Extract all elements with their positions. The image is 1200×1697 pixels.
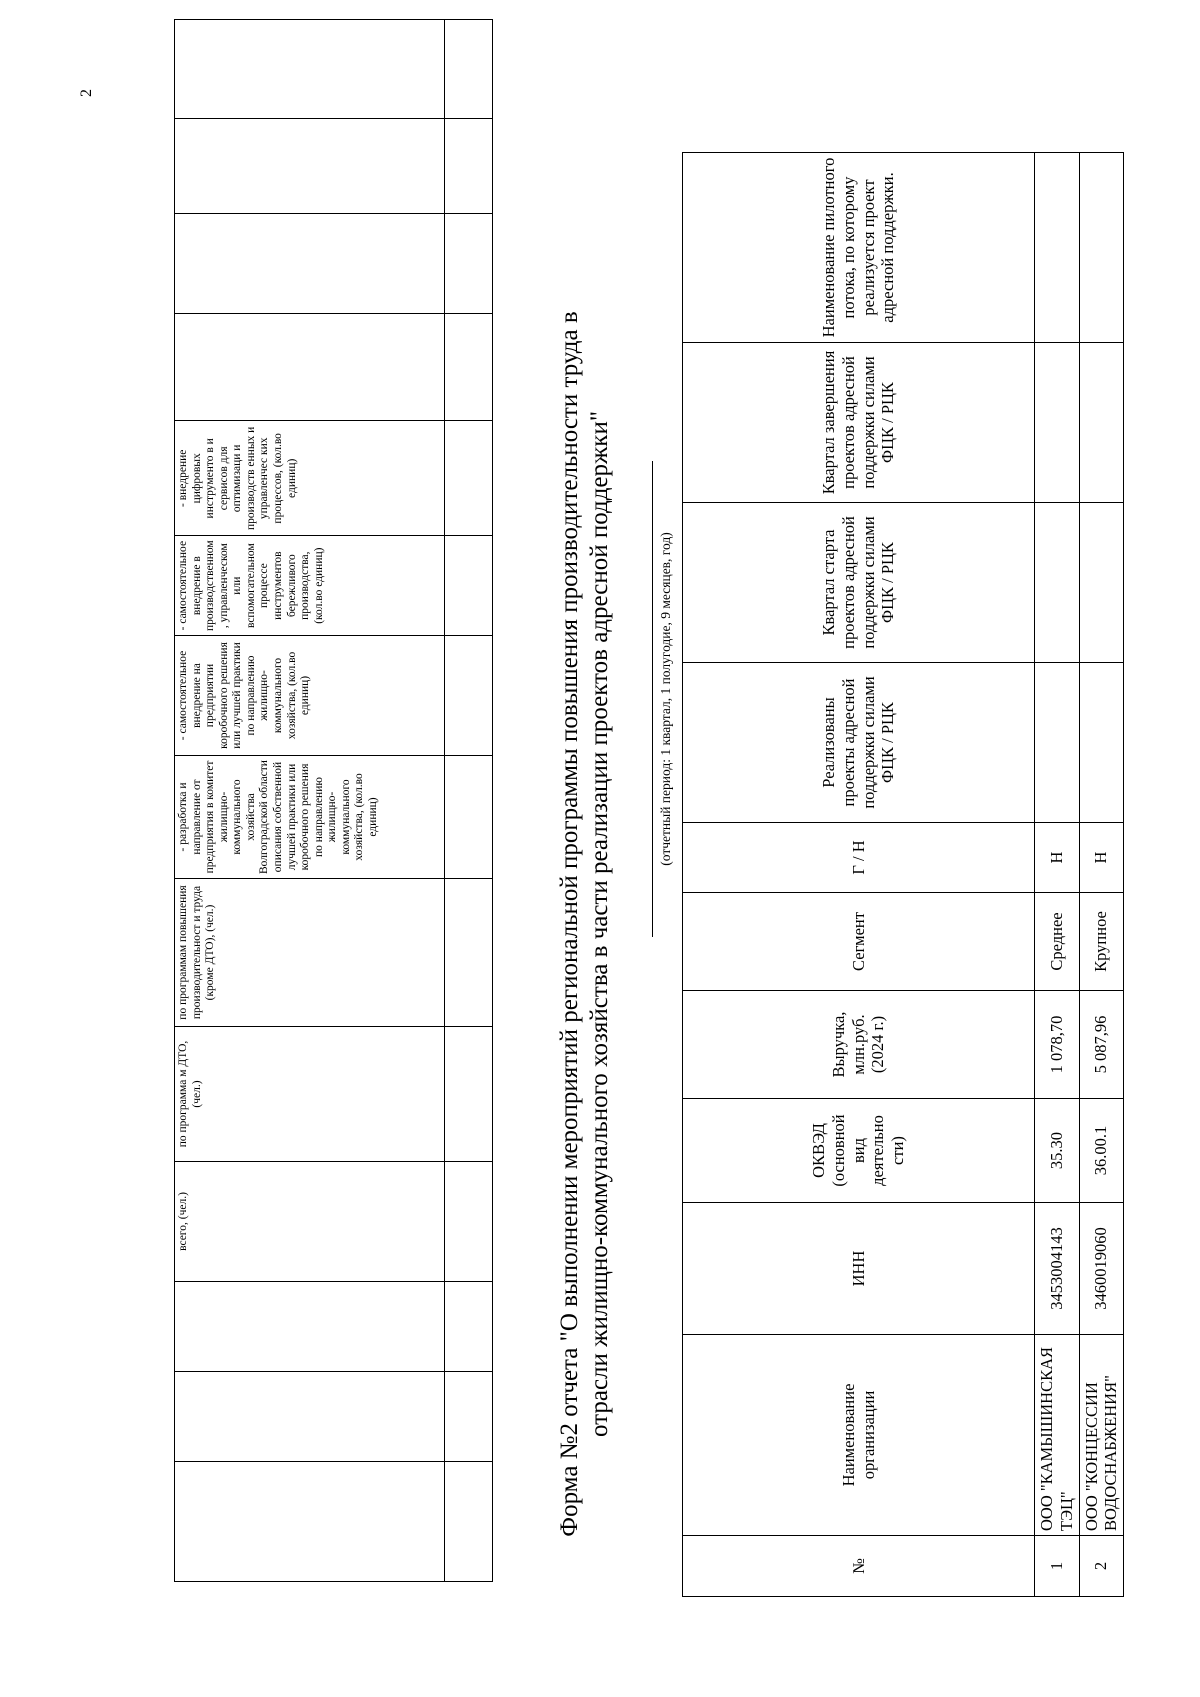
top-cell <box>175 1282 445 1372</box>
cell-start-quarter <box>1035 503 1080 663</box>
header-implemented: Реализованы проекты адресной поддержки силами ФЦК / РЦК <box>683 663 1035 823</box>
top-cell <box>445 536 493 636</box>
top-cell <box>445 119 493 214</box>
top-cell <box>445 1282 493 1372</box>
cell-inn: 3453004143 <box>1035 1203 1080 1335</box>
top-header-cell: всего, (чел.) <box>175 1162 445 1282</box>
header-pilot-stream: Наименование пилотного потока, по которому реализуется проект адресной поддержки. <box>683 153 1035 343</box>
top-cell <box>445 1027 493 1162</box>
cell-g-n: Н <box>1035 823 1080 893</box>
top-cell <box>445 421 493 536</box>
top-cell <box>445 214 493 314</box>
top-table <box>174 19 493 1582</box>
cell-okved: 36.00.1 <box>1079 1099 1124 1203</box>
top-cell <box>175 314 445 421</box>
top-cell <box>445 879 493 1027</box>
header-end-quarter: Квартал завершения проектов адресной поддержки силами ФЦК / РЦК <box>683 343 1035 503</box>
table-row <box>1079 153 1124 1597</box>
cell-segment: Крупное <box>1079 893 1124 991</box>
header-revenue: Выручка, млн.руб. (2024 г.) <box>683 991 1035 1099</box>
top-header-cell: по программам повышения производительност и труда (кроме ДТО), (чел.) <box>175 879 445 1027</box>
header-okved: ОКВЭД (основной вид деятельно сти) <box>683 1099 1035 1203</box>
cell-implemented <box>1035 663 1080 823</box>
cell-revenue: 1 078,70 <box>1035 991 1080 1099</box>
top-cell <box>445 1162 493 1282</box>
form-title: Форма №2 отчета "О выполнении мероприятий региональной программы повышения производительности труда в отрасли жилищно-коммунального хозяйства в части реализации проектов адресной поддержки" <box>556 311 613 1537</box>
period-underline <box>652 461 653 937</box>
top-cell <box>175 119 445 214</box>
header-start-quarter: Квартал старта проектов адресной поддержки силами ФЦК / РЦК <box>683 503 1035 663</box>
cell-segment: Среднее <box>1035 893 1080 991</box>
cell-okved: 35.30 <box>1035 1099 1080 1203</box>
top-header-cell: - самостоятельное внедрение на предприятии коробочного решения или лучшей практики по направлению жилищно-коммунального хозяйства, (кол.во единиц) <box>175 636 445 756</box>
top-cell <box>445 1372 493 1462</box>
header-org-name: Наименование организации <box>683 1335 1035 1536</box>
page-number: 2 <box>78 89 95 97</box>
top-cell <box>175 20 445 119</box>
cell-g-n: Н <box>1079 823 1124 893</box>
top-header-cell: - самостоятельное внедрение в производственном , управленческом или вспомогательном процессе инструментов бережливого производства, (кол.во единиц) <box>175 536 445 636</box>
cell-org-name: ООО "КАМЫШИНСКАЯ ТЭЦ" <box>1035 1335 1080 1536</box>
cell-org-name: ООО "КОНЦЕССИИ ВОДОСНАБЖЕНИЯ" <box>1079 1335 1124 1536</box>
cell-number: 2 <box>1079 1536 1124 1597</box>
cell-start-quarter <box>1079 503 1124 663</box>
cell-end-quarter <box>1079 343 1124 503</box>
top-cell <box>445 1462 493 1582</box>
cell-pilot-stream <box>1035 153 1080 343</box>
top-cell <box>445 636 493 756</box>
top-header-cell: - разработка и направление от предприятия в комитет жилищно-коммунального хозяйства Волгоградской области описания собственной лучшей практики или коробочного решения по направлению жилищно-коммунального хозяйства, (кол.во единиц) <box>175 756 445 879</box>
cell-number: 1 <box>1035 1536 1080 1597</box>
top-cell <box>445 756 493 879</box>
top-header-cell: по программа м ДТО, (чел.) <box>175 1027 445 1162</box>
cell-revenue: 5 087,96 <box>1079 991 1124 1099</box>
cell-implemented <box>1079 663 1124 823</box>
header-number: № <box>683 1536 1035 1597</box>
cell-end-quarter <box>1035 343 1080 503</box>
top-cell <box>175 1462 445 1582</box>
top-header-cell: - внедрение цифровых инструменто в и сервисов для оптимизаци и производств енных и управленчес ких процессов, (кол.во единиц) <box>175 421 445 536</box>
top-cell <box>175 1372 445 1462</box>
table-row <box>1035 153 1080 1597</box>
cell-inn: 3460019060 <box>1079 1203 1124 1335</box>
top-cell <box>445 20 493 119</box>
header-g-n: Г / Н <box>683 823 1035 893</box>
cell-pilot-stream <box>1079 153 1124 343</box>
reporting-period: (отчетный период: 1 квартал, 1 полугодие, 9 месяцев, год) <box>658 532 673 866</box>
top-cell <box>445 314 493 421</box>
header-inn: ИНН <box>683 1203 1035 1335</box>
top-cell <box>175 214 445 314</box>
bottom-table <box>682 152 1124 1597</box>
header-segment: Сегмент <box>683 893 1035 991</box>
